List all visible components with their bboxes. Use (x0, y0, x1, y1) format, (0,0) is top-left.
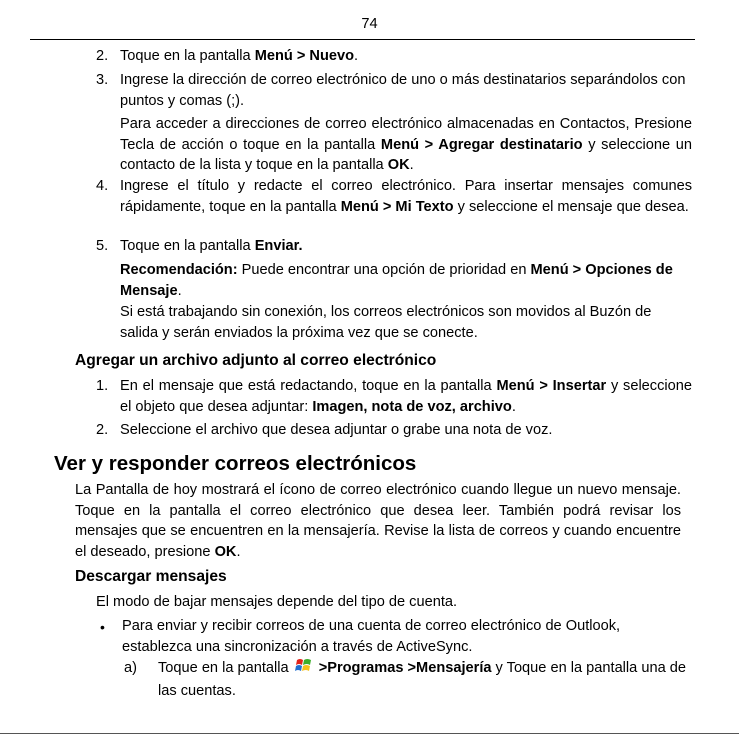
step-number: 2. (96, 48, 109, 64)
recommendation-note: Recomendación: Puede encontrar una opción de prioridad en Menú > Opciones de Mensaje. (120, 262, 673, 299)
step-number: 1. (96, 378, 109, 394)
step-text: Seleccione el archivo que desea adjuntar o grabe una nota de voz. (120, 422, 553, 438)
step-number: 5. (96, 238, 109, 254)
step-text: Ingrese el título y redacte el correo electrónico. Para insertar mensajes comunes rápidamente, toque en la pantalla Menú > Mi Texto y seleccione el mensaje que desea. (120, 178, 692, 215)
step-text: En el mensaje que está redactando, toque en la pantalla Menú > Insertar y seleccione el objeto que desea adjuntar: Imagen, nota de voz, archivo. (120, 378, 692, 415)
footer-rule (0, 733, 739, 734)
step-text: Toque en la pantalla Enviar. (120, 238, 303, 254)
section-heading-download: Descargar mensajes (75, 568, 227, 585)
section-paragraph: La Pantalla de hoy mostrará el ícono de correo electrónico cuando llegue un nuevo mensaje. Toque en la pantalla el correo electrónico que desea leer. También podrá revisar los mensajes que se encuentren en la mensajería. Revise la lista de correos y cuando encuentre el deseado, presione OK. (75, 482, 681, 560)
sub-step-label: a) (124, 660, 137, 676)
step-number: 2. (96, 422, 109, 438)
page-section-title: Ver y responder correos electrónicos (54, 452, 417, 475)
windows-start-icon (295, 658, 315, 681)
sub-step-text: Toque en la pantalla >Programas >Mensajería y Toque en la pantalla una de las cuentas. (158, 660, 686, 699)
offline-note: Si está trabajando sin conexión, los correos electrónicos son movidos al Buzón de salida y serán enviados la próxima vez que se conecte. (120, 304, 652, 341)
bullet-marker: • (100, 619, 105, 635)
step-text: Toque en la pantalla Menú > Nuevo. (120, 48, 359, 64)
header-rule (30, 39, 695, 40)
step-number: 4. (96, 178, 109, 194)
section-heading-attach: Agregar un archivo adjunto al correo electrónico (75, 352, 437, 369)
step-text: Ingrese la dirección de correo electrónico de uno o más destinatarios separándolos con puntos y comas (;). (120, 72, 686, 109)
page-number: 74 (361, 16, 378, 32)
bullet-text: Para enviar y recibir correos de una cuenta de correo electrónico de Outlook, establezca una sincronización a través de ActiveSync. (122, 618, 621, 655)
step-paragraph: Para acceder a direcciones de correo electrónico almacenadas en Contactos, Presione Tecla de acción o toque en la pantalla Menú > Agregar destinatario y seleccione un contacto de la lista y toque en la pantalla OK. (120, 116, 692, 173)
step-number: 3. (96, 72, 109, 88)
download-intro: El modo de bajar mensajes depende del tipo de cuenta. (96, 594, 458, 610)
